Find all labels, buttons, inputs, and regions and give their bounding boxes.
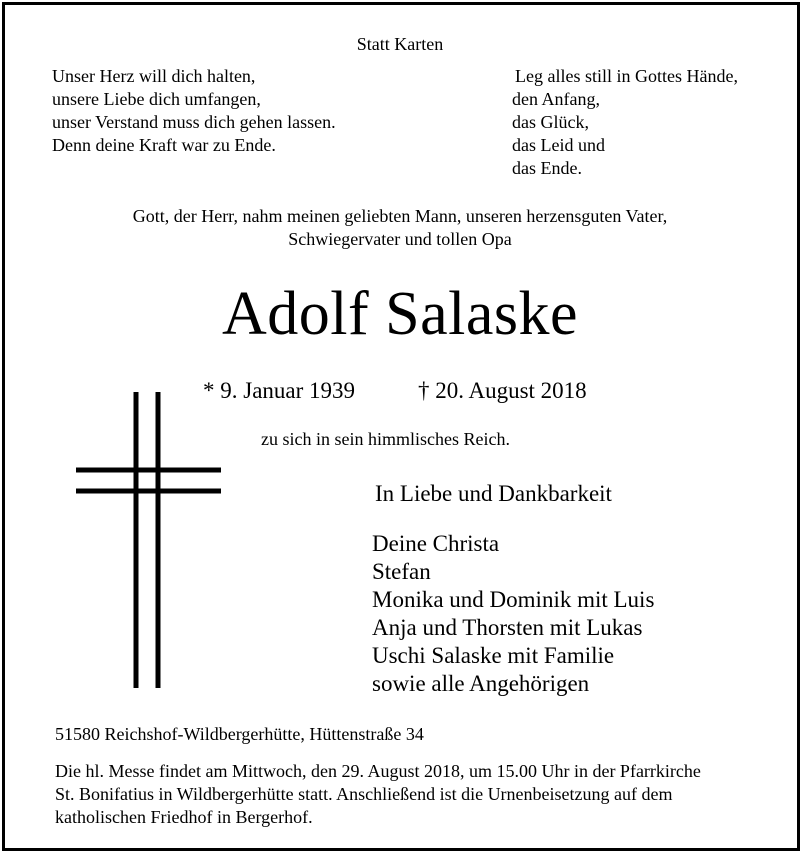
death-date: † 20. August 2018 <box>418 378 587 403</box>
mourner-item: sowie alle Angehörigen <box>372 671 590 696</box>
poem-right-line: das Leid und <box>512 135 605 155</box>
poem-left-line: unser Verstand muss dich gehen lassen. <box>52 112 336 132</box>
mourner-item: Uschi Salaske mit Familie <box>372 643 615 668</box>
closing-phrase: In Liebe und Dankbarkeit <box>375 481 612 506</box>
birth-date: * 9. Januar 1939 <box>203 378 356 403</box>
poem-right-line: den Anfang, <box>512 89 600 109</box>
service-info <box>55 760 701 829</box>
double-line-cross-icon <box>76 392 221 688</box>
poem-right-line: das Ende. <box>512 158 582 178</box>
poem-left-line: unsere Liebe dich umfangen, <box>52 89 261 109</box>
mourner-item: Anja und Thorsten mit Lukas <box>372 615 643 640</box>
poem-right-line: Leg alles still in Gottes Hände, <box>515 66 738 86</box>
header-label: Statt Karten <box>356 34 444 54</box>
intro-line: Gott, der Herr, nahm meinen geliebten Mann, unseren herzensguten Vater, <box>132 206 668 226</box>
poem-left-line: Unser Herz will dich halten, <box>52 66 256 86</box>
poem-left <box>52 65 336 157</box>
intro-line: Schwiegervater und tollen Opa <box>288 229 512 249</box>
service-line: Die hl. Messe findet am Mittwoch, den 29. August 2018, um 15.00 Uhr in der Pfarrkirche <box>55 761 701 781</box>
mourner-item: Monika und Dominik mit Luis <box>372 587 655 612</box>
poem-right-line: das Glück, <box>512 112 589 132</box>
mourners-list <box>372 530 654 698</box>
service-line: St. Bonifatius in Wildbergerhütte statt. Anschließend ist die Urnenbeisetzung auf dem <box>55 784 673 804</box>
poem-right <box>512 65 738 180</box>
outro-text: zu sich in sein himmlisches Reich. <box>261 429 510 449</box>
poem-left-line: Denn deine Kraft war zu Ende. <box>52 135 276 155</box>
service-line: katholischen Friedhof in Bergerhof. <box>55 807 313 827</box>
mourner-item: Stefan <box>372 559 431 584</box>
deceased-name: Adolf Salaske <box>221 280 579 348</box>
address: 51580 Reichshof-Wildbergerhütte, Hüttenstraße 34 <box>55 724 424 744</box>
mourner-item: Deine Christa <box>372 531 500 556</box>
intro-text <box>0 205 800 251</box>
